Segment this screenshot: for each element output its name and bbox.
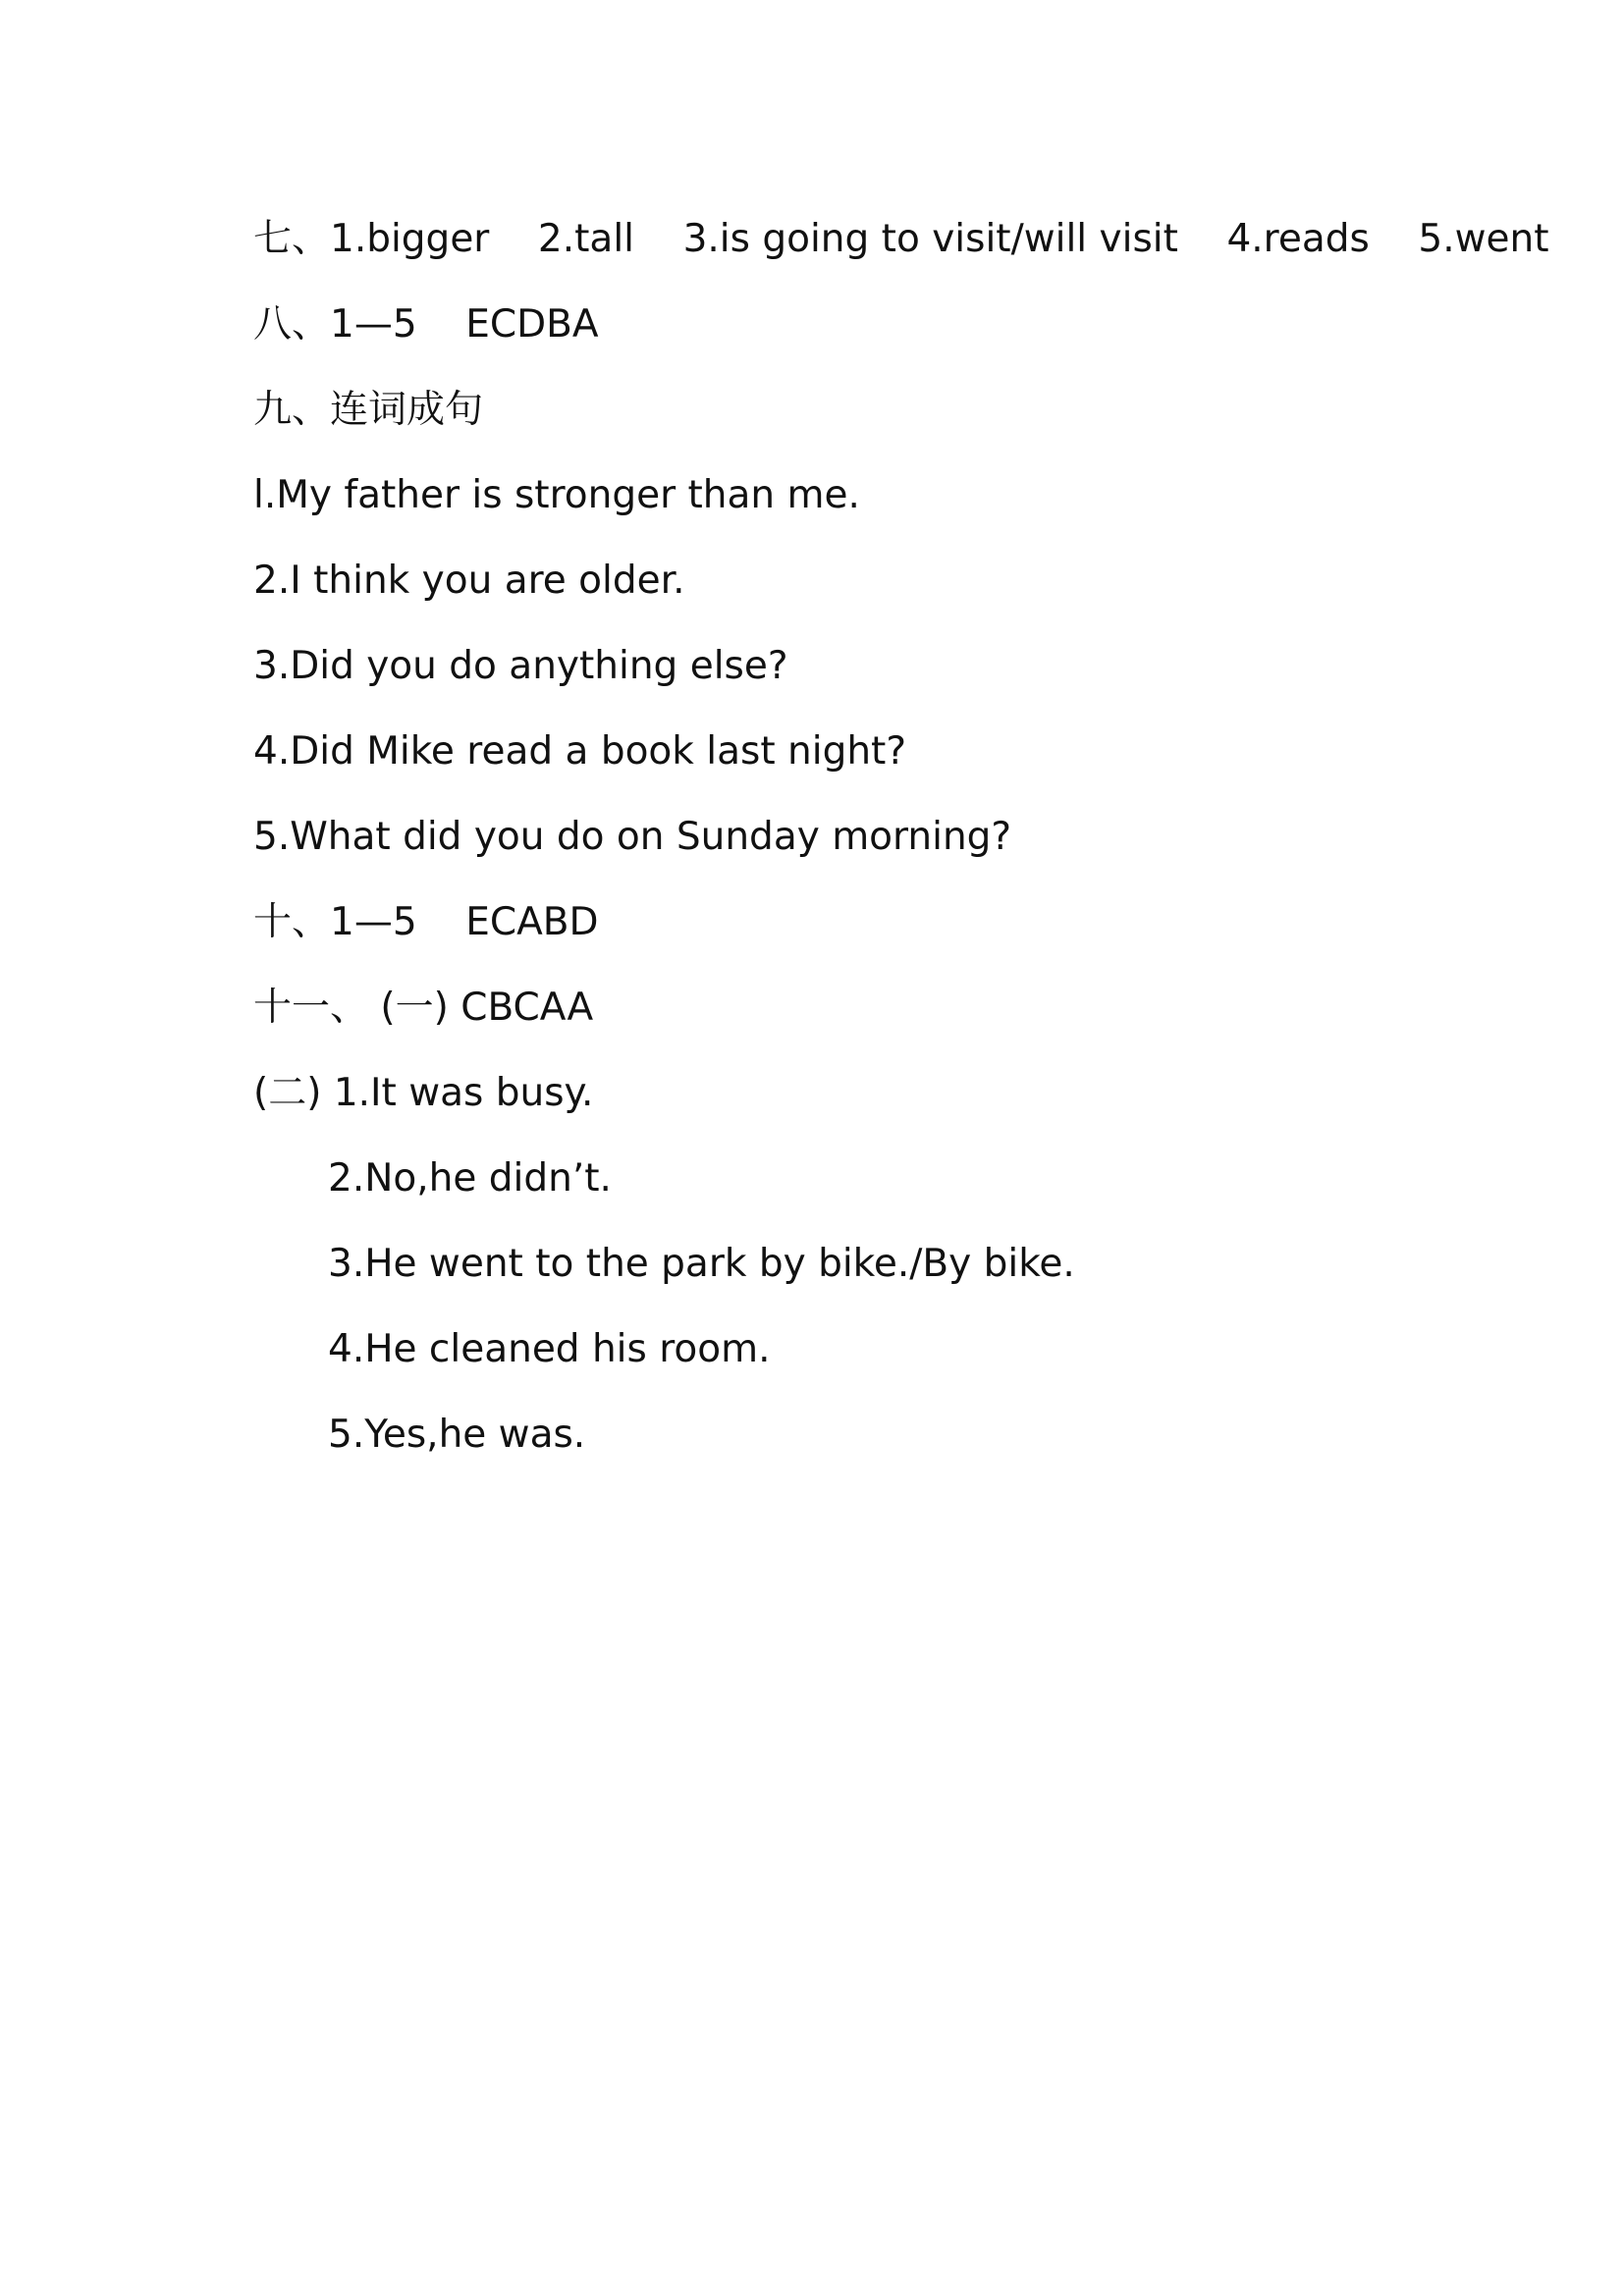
- section-9-heading: 九、连词成句: [253, 388, 484, 432]
- section-11-part-1: 十一、 (一) CBCAA: [253, 986, 594, 1030]
- section-11-part-2-item-2: 2.No,he didn’t.: [328, 1156, 612, 1201]
- section-9-item-2: 2.I think you are older.: [253, 559, 685, 603]
- section-9-item-1: l.My father is stronger than me.: [253, 473, 860, 517]
- section-11-part-2-item-5: 5.Yes,he was.: [328, 1413, 586, 1457]
- section-9-item-5: 5.What did you do on Sunday morning?: [253, 815, 1012, 859]
- section-11-part-2-item-4: 4.He cleaned his room.: [328, 1327, 771, 1371]
- section-9-item-4: 4.Did Mike read a book last night?: [253, 729, 907, 774]
- section-11-part-2-item-3: 3.He went to the park by bike./By bike.: [328, 1242, 1075, 1286]
- section-9-item-3: 3.Did you do anything else?: [253, 644, 788, 688]
- section-8-answers: 八、1—5 ECDBA: [253, 302, 599, 347]
- section-10-answers: 十、1—5 ECABD: [253, 900, 599, 944]
- section-7-answers: 七、1.bigger 2.tall 3.is going to visit/will visit 4.reads 5.went: [253, 217, 1549, 261]
- section-11-part-2-item-1: (二) 1.It was busy.: [253, 1071, 594, 1115]
